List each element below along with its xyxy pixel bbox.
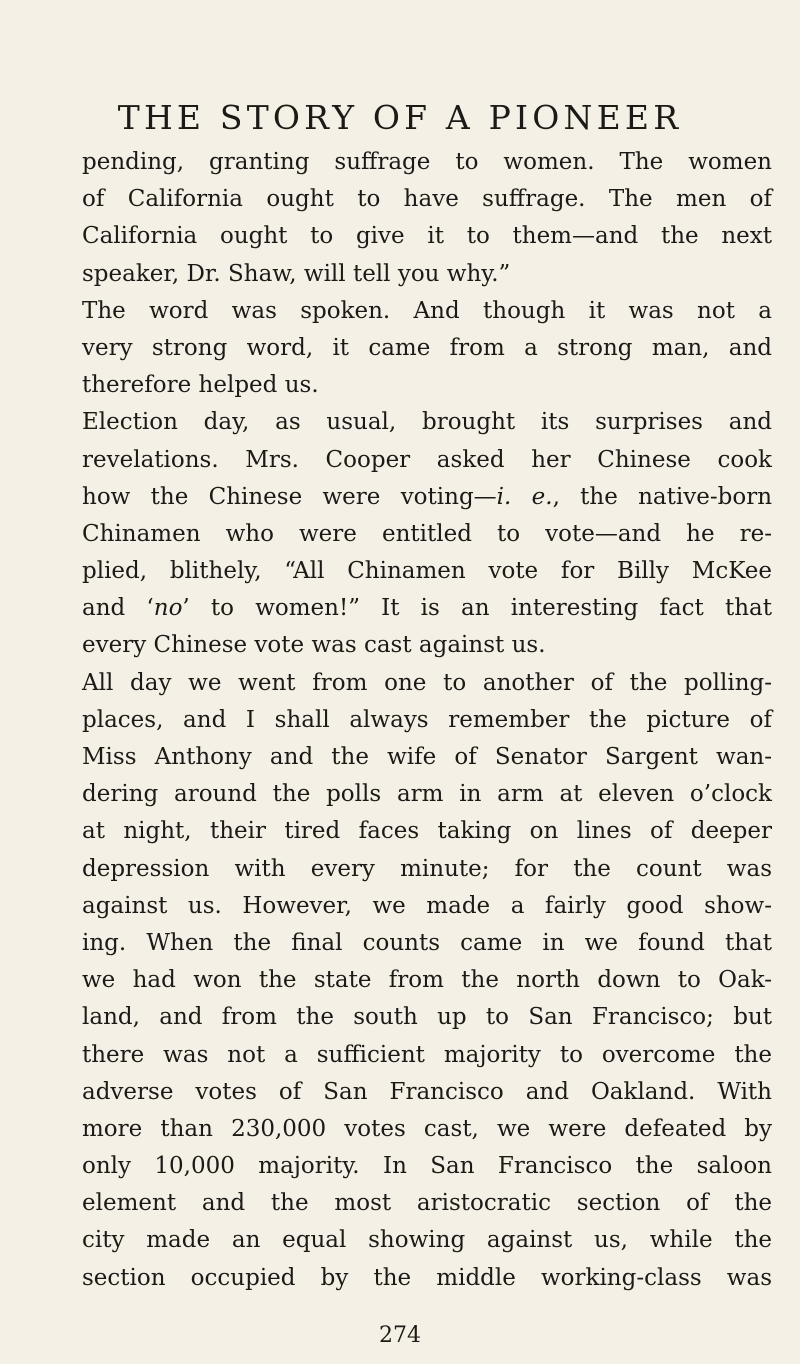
text-line: plied, blithely, “All Chinamen vote for Billy McKee	[82, 558, 772, 585]
text-line: every Chinese vote was cast against us.	[82, 632, 546, 659]
text-line: against us. However, we made a fairly good show-	[82, 892, 772, 919]
text-line: places, and I shall always remember the picture of	[82, 706, 772, 733]
text-line: of California ought to have suffrage. The men of	[82, 186, 772, 213]
text-line: ing. When the final counts came in we found that	[82, 929, 772, 956]
text-line: All day we went from one to another of the polling-	[82, 669, 772, 696]
text-line: Election day, as usual, brought its surprises and	[82, 409, 772, 436]
text-line: California ought to give it to them—and the next	[82, 223, 772, 250]
text-line: more than 230,000 votes cast, we were defeated by	[82, 1115, 772, 1142]
text-line: section occupied by the middle working-class was	[82, 1264, 772, 1291]
text-line: how the Chinese were voting—i. e., the native-born	[82, 483, 773, 510]
text-line: only 10,000 majority. In San Francisco the saloon	[82, 1153, 772, 1180]
text-line: depression with every minute; for the count was	[82, 855, 772, 882]
text-line: speaker, Dr. Shaw, will tell you why.”	[82, 260, 511, 287]
text-line: there was not a sufficient majority to overcome the	[82, 1041, 772, 1068]
text-line: revelations. Mrs. Cooper asked her Chinese cook	[82, 446, 772, 473]
text-line: we had won the state from the north down to Oak-	[82, 967, 772, 994]
text-line: land, and from the south up to San Francisco; but	[82, 1004, 772, 1031]
text-line: adverse votes of San Francisco and Oakland. With	[82, 1078, 772, 1105]
running-head: THE STORY OF A PIONEER	[117, 98, 683, 137]
page-number: 274	[379, 1323, 421, 1348]
text-line: at night, their tired faces taking on lines of deeper	[82, 818, 772, 845]
text-line: Miss Anthony and the wife of Senator Sargent wan-	[82, 744, 772, 770]
body-text	[82, 144, 772, 1297]
text-line: city made an equal showing against us, while the	[82, 1227, 772, 1254]
text-line: very strong word, it came from a strong man, and	[82, 334, 772, 361]
text-line: pending, granting suffrage to women. The women	[82, 149, 772, 175]
text-line: The word was spoken. And though it was not a	[82, 297, 772, 324]
text-line: element and the most aristocratic section of the	[82, 1190, 772, 1217]
text-line: therefore helped us.	[82, 372, 319, 399]
text-line: Chinamen who were entitled to vote—and he re-	[82, 520, 772, 547]
text-line: dering around the polls arm in arm at eleven o’clock	[82, 781, 772, 808]
text-line: and ‘no’ to women!” It is an interesting fact that	[82, 595, 772, 622]
